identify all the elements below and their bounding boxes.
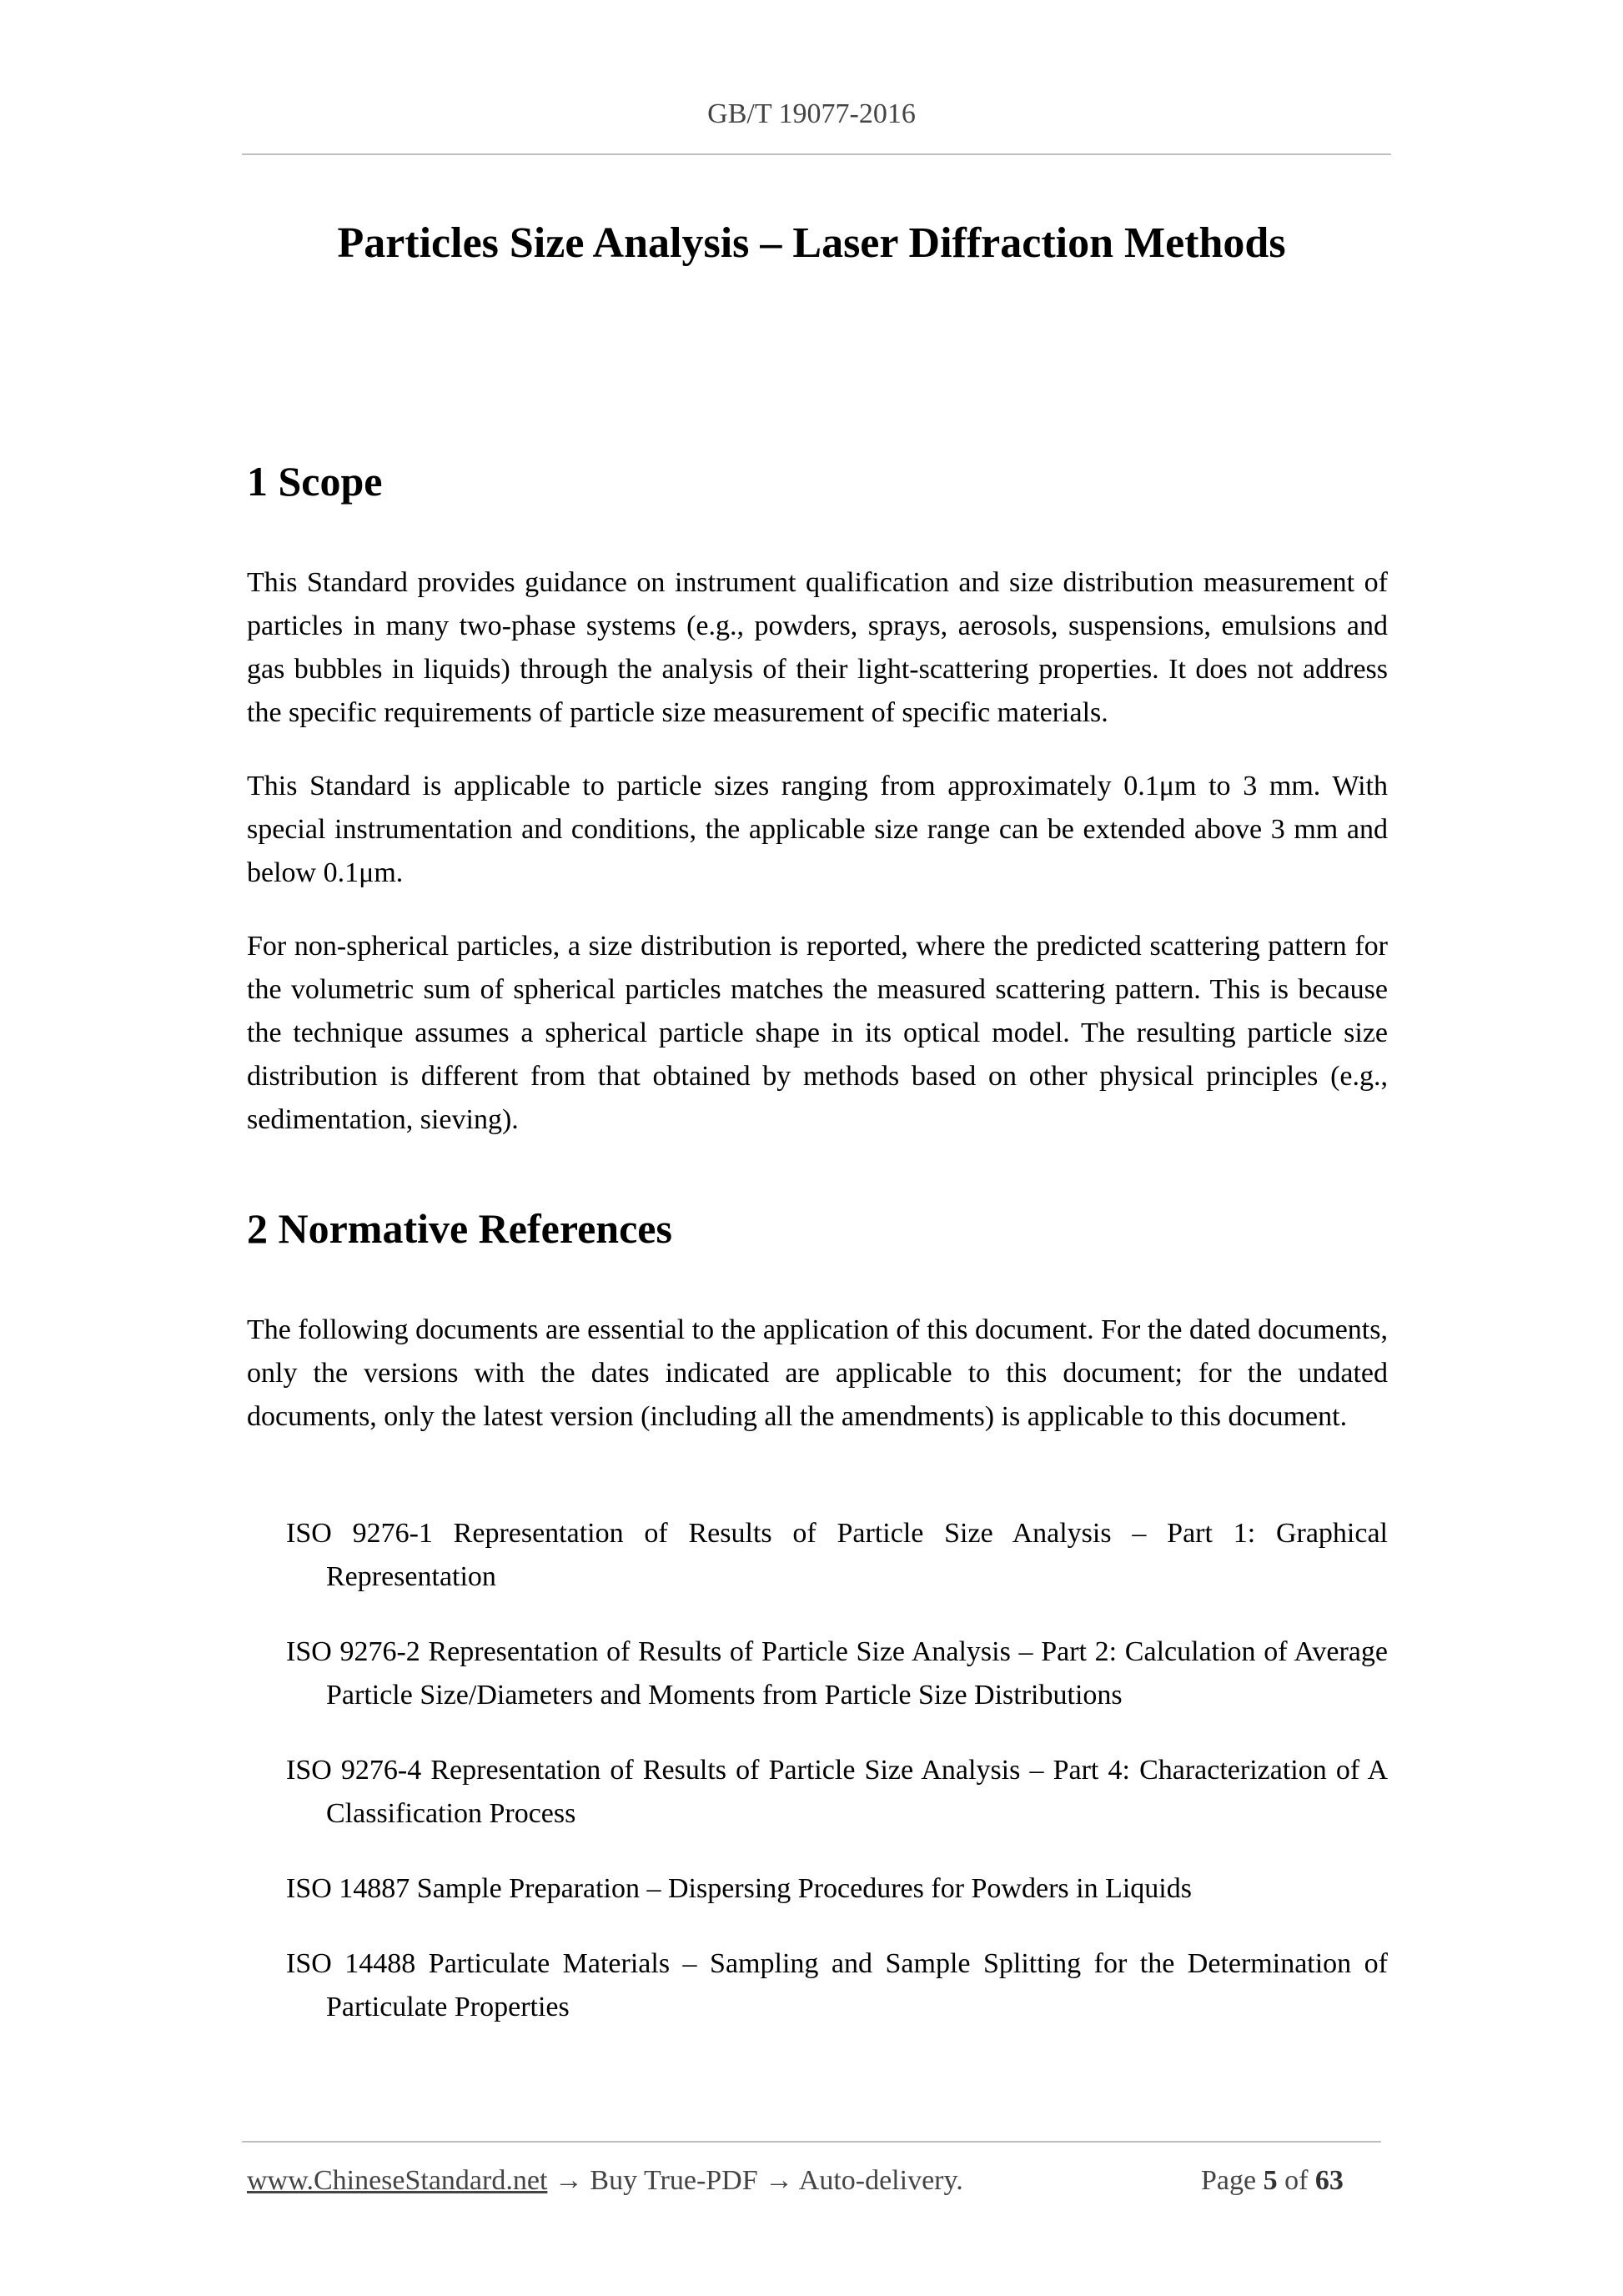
footer-divider <box>242 2141 1381 2143</box>
header-standard-code: GB/T 19077-2016 <box>707 98 916 129</box>
section-heading-scope: 1 Scope <box>247 458 383 505</box>
reference-item: ISO 9276-4 Representation of Results of Particle Size Analysis – Part 4: Characterization of A Classification Process <box>286 1755 1388 1829</box>
header-divider <box>242 153 1391 155</box>
document-title: Particles Size Analysis – Laser Diffraction Methods <box>337 219 1286 267</box>
references-intro-paragraph: The following documents are essential to the application of this document. For the dated documents, only the versions with the dates indicated are applicable to this document; for the undated documents, only the latest version (including all the amendments) is applicable to this document. <box>247 1314 1388 1432</box>
page-indicator <box>1201 2165 1344 2197</box>
scope-paragraph-3: For non-spherical particles, a size distribution is reported, where the predicted scattering pattern for the volumetric sum of spherical particles matches the measured scattering pattern. This is because the technique assumes a spherical particle shape in its optical model. The resulting particle size distribution is different from that obtained by methods based on other physical principles (e.g., sedimentation, sieving). <box>247 931 1388 1135</box>
footer-promo <box>247 2165 963 2197</box>
scope-paragraph-2: This Standard is applicable to particle sizes ranging from approximately 0.1μm to 3 mm. With special instrumentation and conditions, the applicable size range can be extended above 3 mm and below 0.1μm. <box>247 771 1388 888</box>
of-label: of <box>1284 2165 1309 2196</box>
footer-promo-text: → Buy True-PDF → Auto-delivery. <box>547 2165 963 2196</box>
current-page-number: 5 <box>1263 2165 1278 2196</box>
total-pages: 63 <box>1314 2165 1344 2196</box>
reference-item: ISO 9276-2 Representation of Results of Particle Size Analysis – Part 2: Calculation of Average Particle Size/Diameters and Moments from Particle Size Distributions <box>286 1636 1388 1711</box>
site-link[interactable]: www.ChineseStandard.net <box>247 2165 548 2196</box>
page-label: Page <box>1201 2165 1257 2196</box>
scope-paragraph-1: This Standard provides guidance on instrument qualification and size distribution measurement of particles in many two-phase systems (e.g., powders, sprays, aerosols, suspensions, emulsions and gas bubbles in liquids) through the analysis of their light-scattering properties. It does not address the specific requirements of particle size measurement of specific materials. <box>247 567 1388 728</box>
reference-item: ISO 14488 Particulate Materials – Sampling and Sample Splitting for the Determination of Particulate Properties <box>286 1948 1388 2022</box>
section-heading-normative-references: 2 Normative References <box>247 1205 672 1252</box>
reference-item: ISO 9276-1 Representation of Results of Particle Size Analysis – Part 1: Graphical Representation <box>286 1518 1388 1592</box>
reference-item: ISO 14887 Sample Preparation – Dispersing Procedures for Powders in Liquids <box>286 1873 1192 1904</box>
